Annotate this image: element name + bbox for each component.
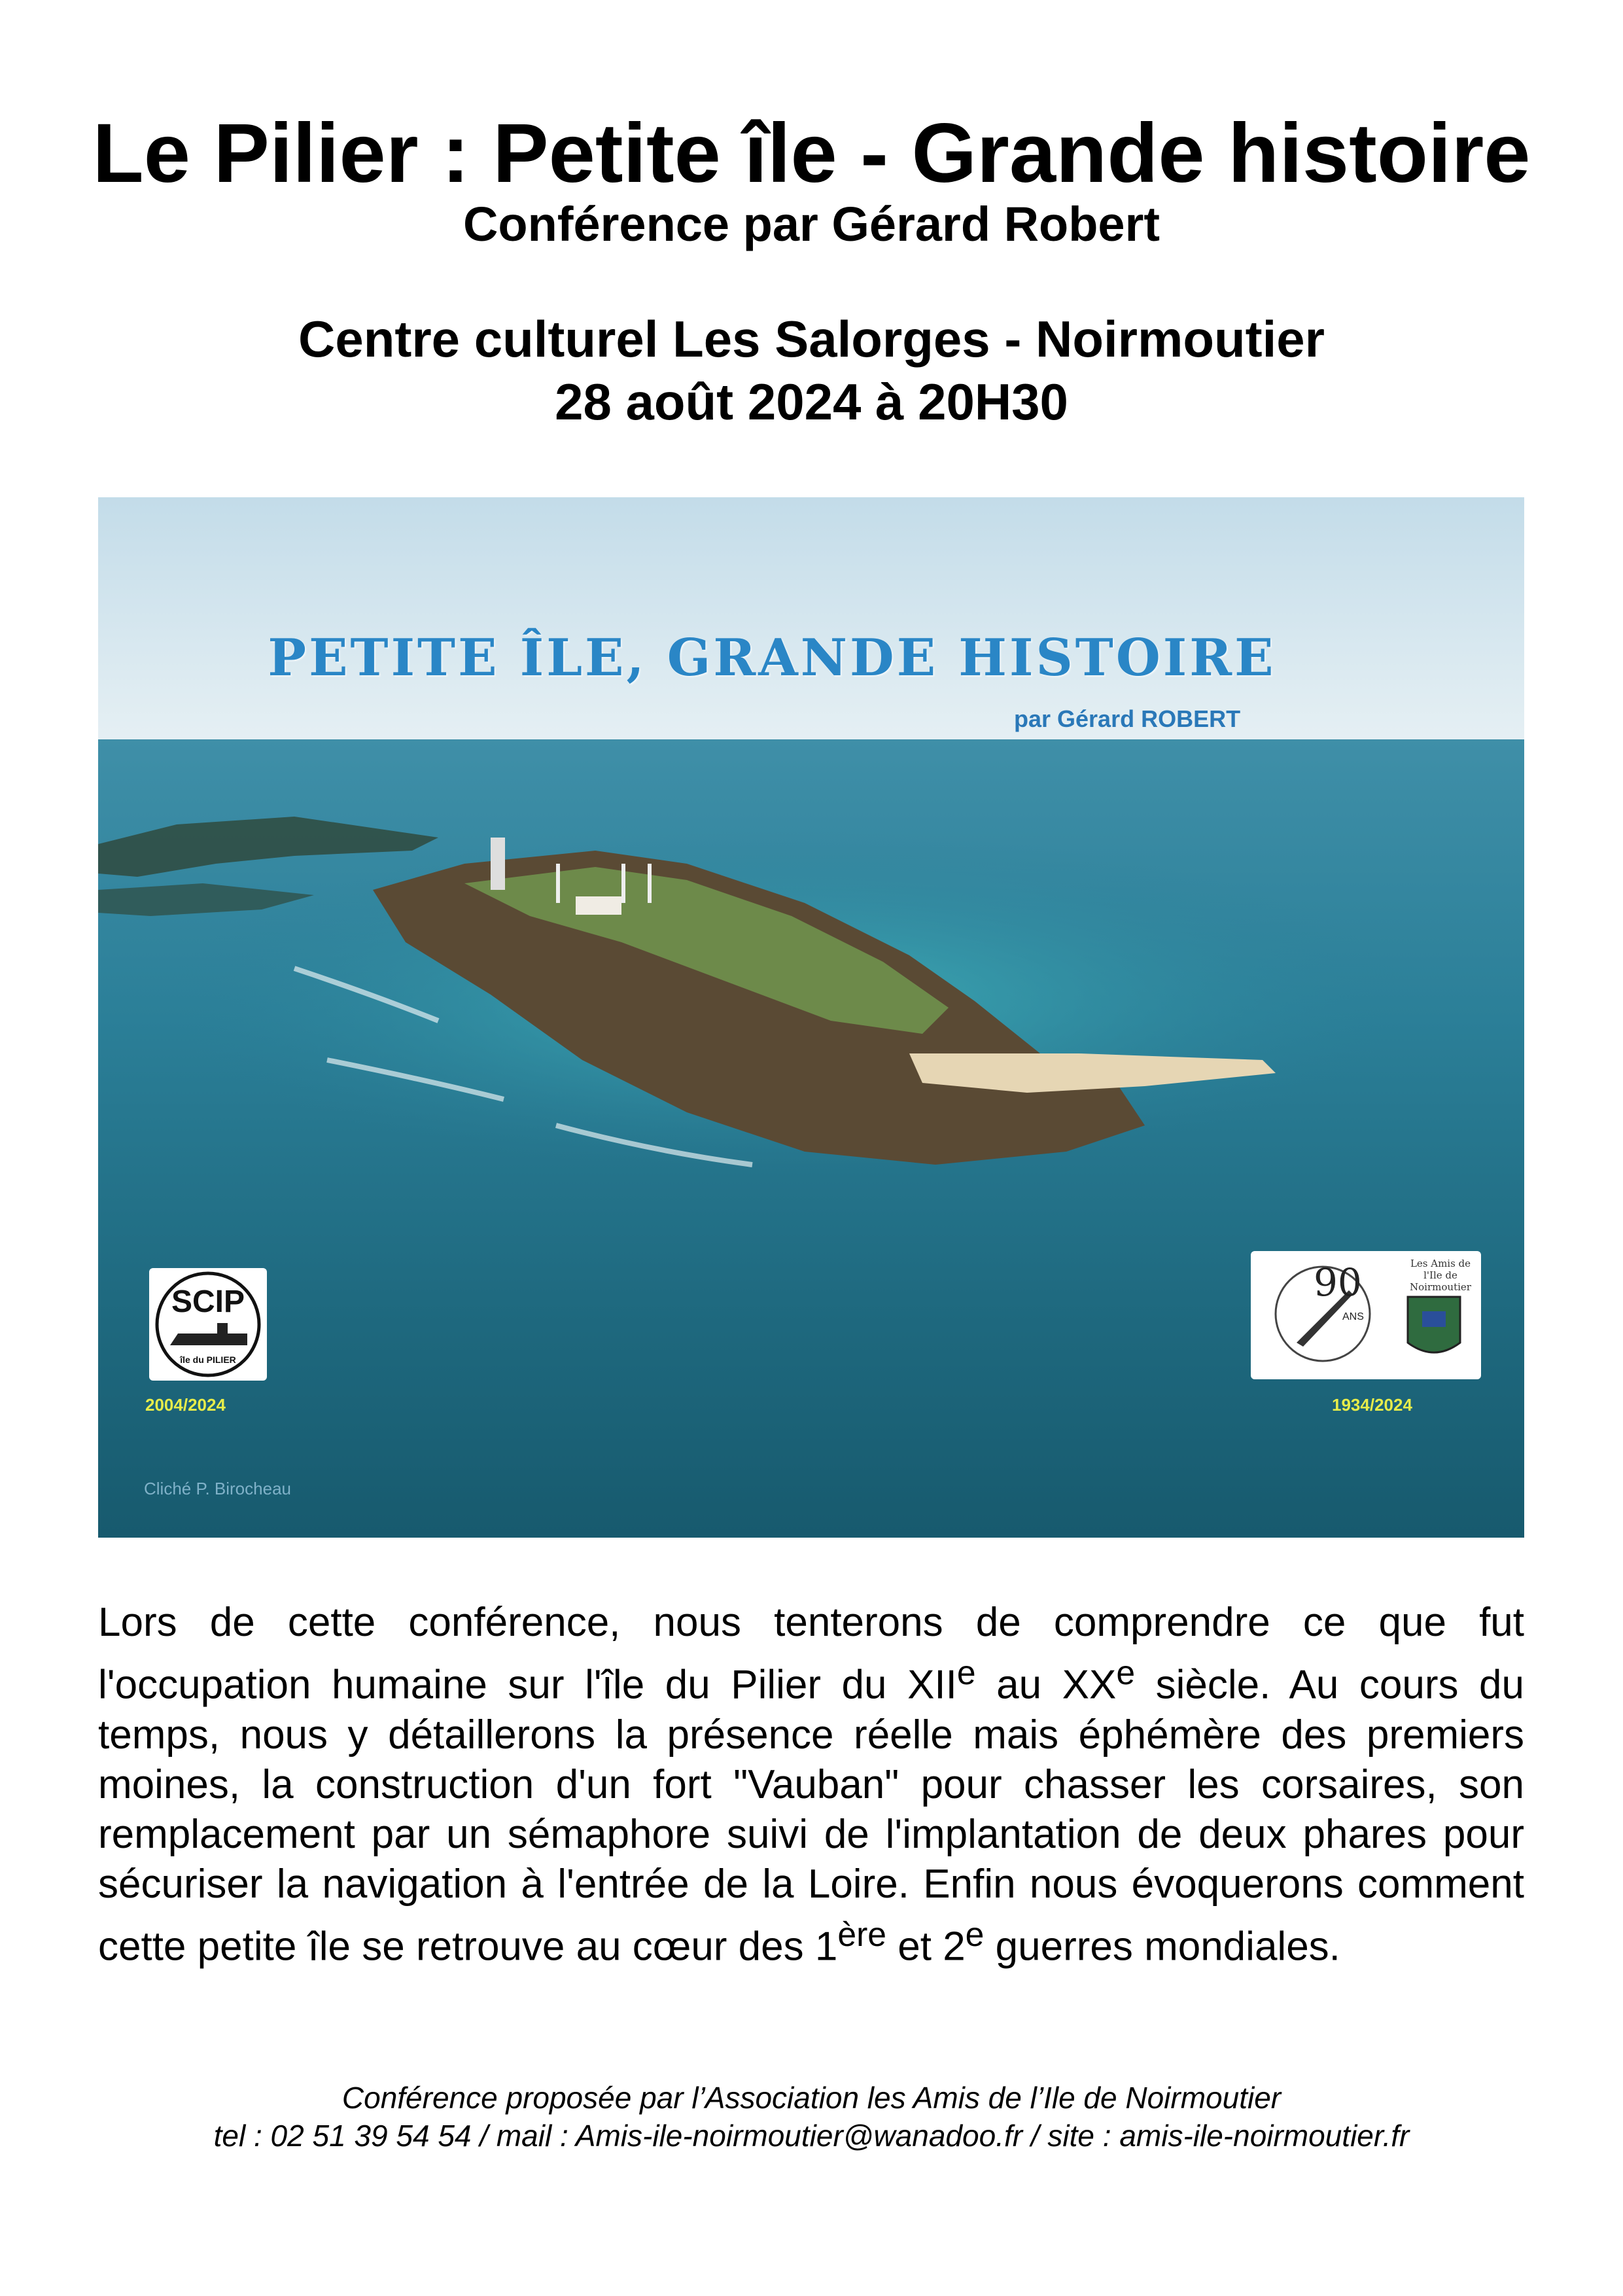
scip-years: 2004/2024 — [145, 1395, 226, 1415]
lighthouse — [491, 838, 505, 890]
mast-3 — [648, 864, 652, 903]
amis-logo — [1251, 1251, 1481, 1379]
page-title: Le Pilier : Petite île - Grande histoire — [92, 107, 1531, 200]
event-venue: Centre culturel Les Salorges - Noirmoutier — [298, 310, 1325, 368]
description-paragraph: Lors de cette conférence, nous tenterons de comprendre ce que fut l'occupation humaine sur l'île du Pilier du XIIe au XXe siècle. Au cours du temps, nous y détaillerons la présence réelle mais éphémère des premiers moines, la construction d'un fort "Vauban" pour chasser les corsaires, son remplacement par un sémaphore suivi de l'implantation de deux phares pour sécuriser la navigation à l'entrée de la Loire. Enfin nous évoquerons comment cette petite île se retrouve au cœur des 1ère et 2e guerres mondiales. — [98, 1600, 1524, 1969]
amis-logo-number: 90 — [1314, 1260, 1362, 1305]
footer-organizer: Conférence proposée par l’Association les Amis de l’Ile de Noirmoutier — [341, 2081, 1282, 2115]
photo-overlay-title: PETITE ÎLE, GRANDE HISTOIRE — [268, 628, 1276, 688]
amis-logo-ans: ANS — [1342, 1311, 1364, 1322]
footer-contact: tel : 02 51 39 54 54 / mail : Amis-ile-noirmoutier@wanadoo.fr / site : amis-ile-noirmoutier.fr — [213, 2119, 1410, 2153]
page-subtitle: Conférence par Gérard Robert — [462, 197, 1161, 251]
mast-1 — [556, 864, 560, 903]
sky — [98, 497, 1524, 746]
building — [576, 896, 621, 915]
amis-logo-script: Les Amis de l'Ile de Noirmoutier — [1410, 1258, 1471, 1293]
photo-credit: Cliché P. Birocheau — [144, 1479, 291, 1498]
scip-logo-text: SCIP — [171, 1284, 245, 1319]
event-datetime: 28 août 2024 à 20H30 — [555, 373, 1068, 431]
amis-years: 1934/2024 — [1332, 1395, 1412, 1415]
mast-2 — [621, 864, 625, 903]
scip-logo — [149, 1268, 267, 1381]
scip-logo-subtext: île du PILIER — [180, 1354, 236, 1365]
island-aerial-photo — [98, 497, 1524, 1538]
photo-overlay-author: par Gérard ROBERT — [1014, 705, 1241, 732]
